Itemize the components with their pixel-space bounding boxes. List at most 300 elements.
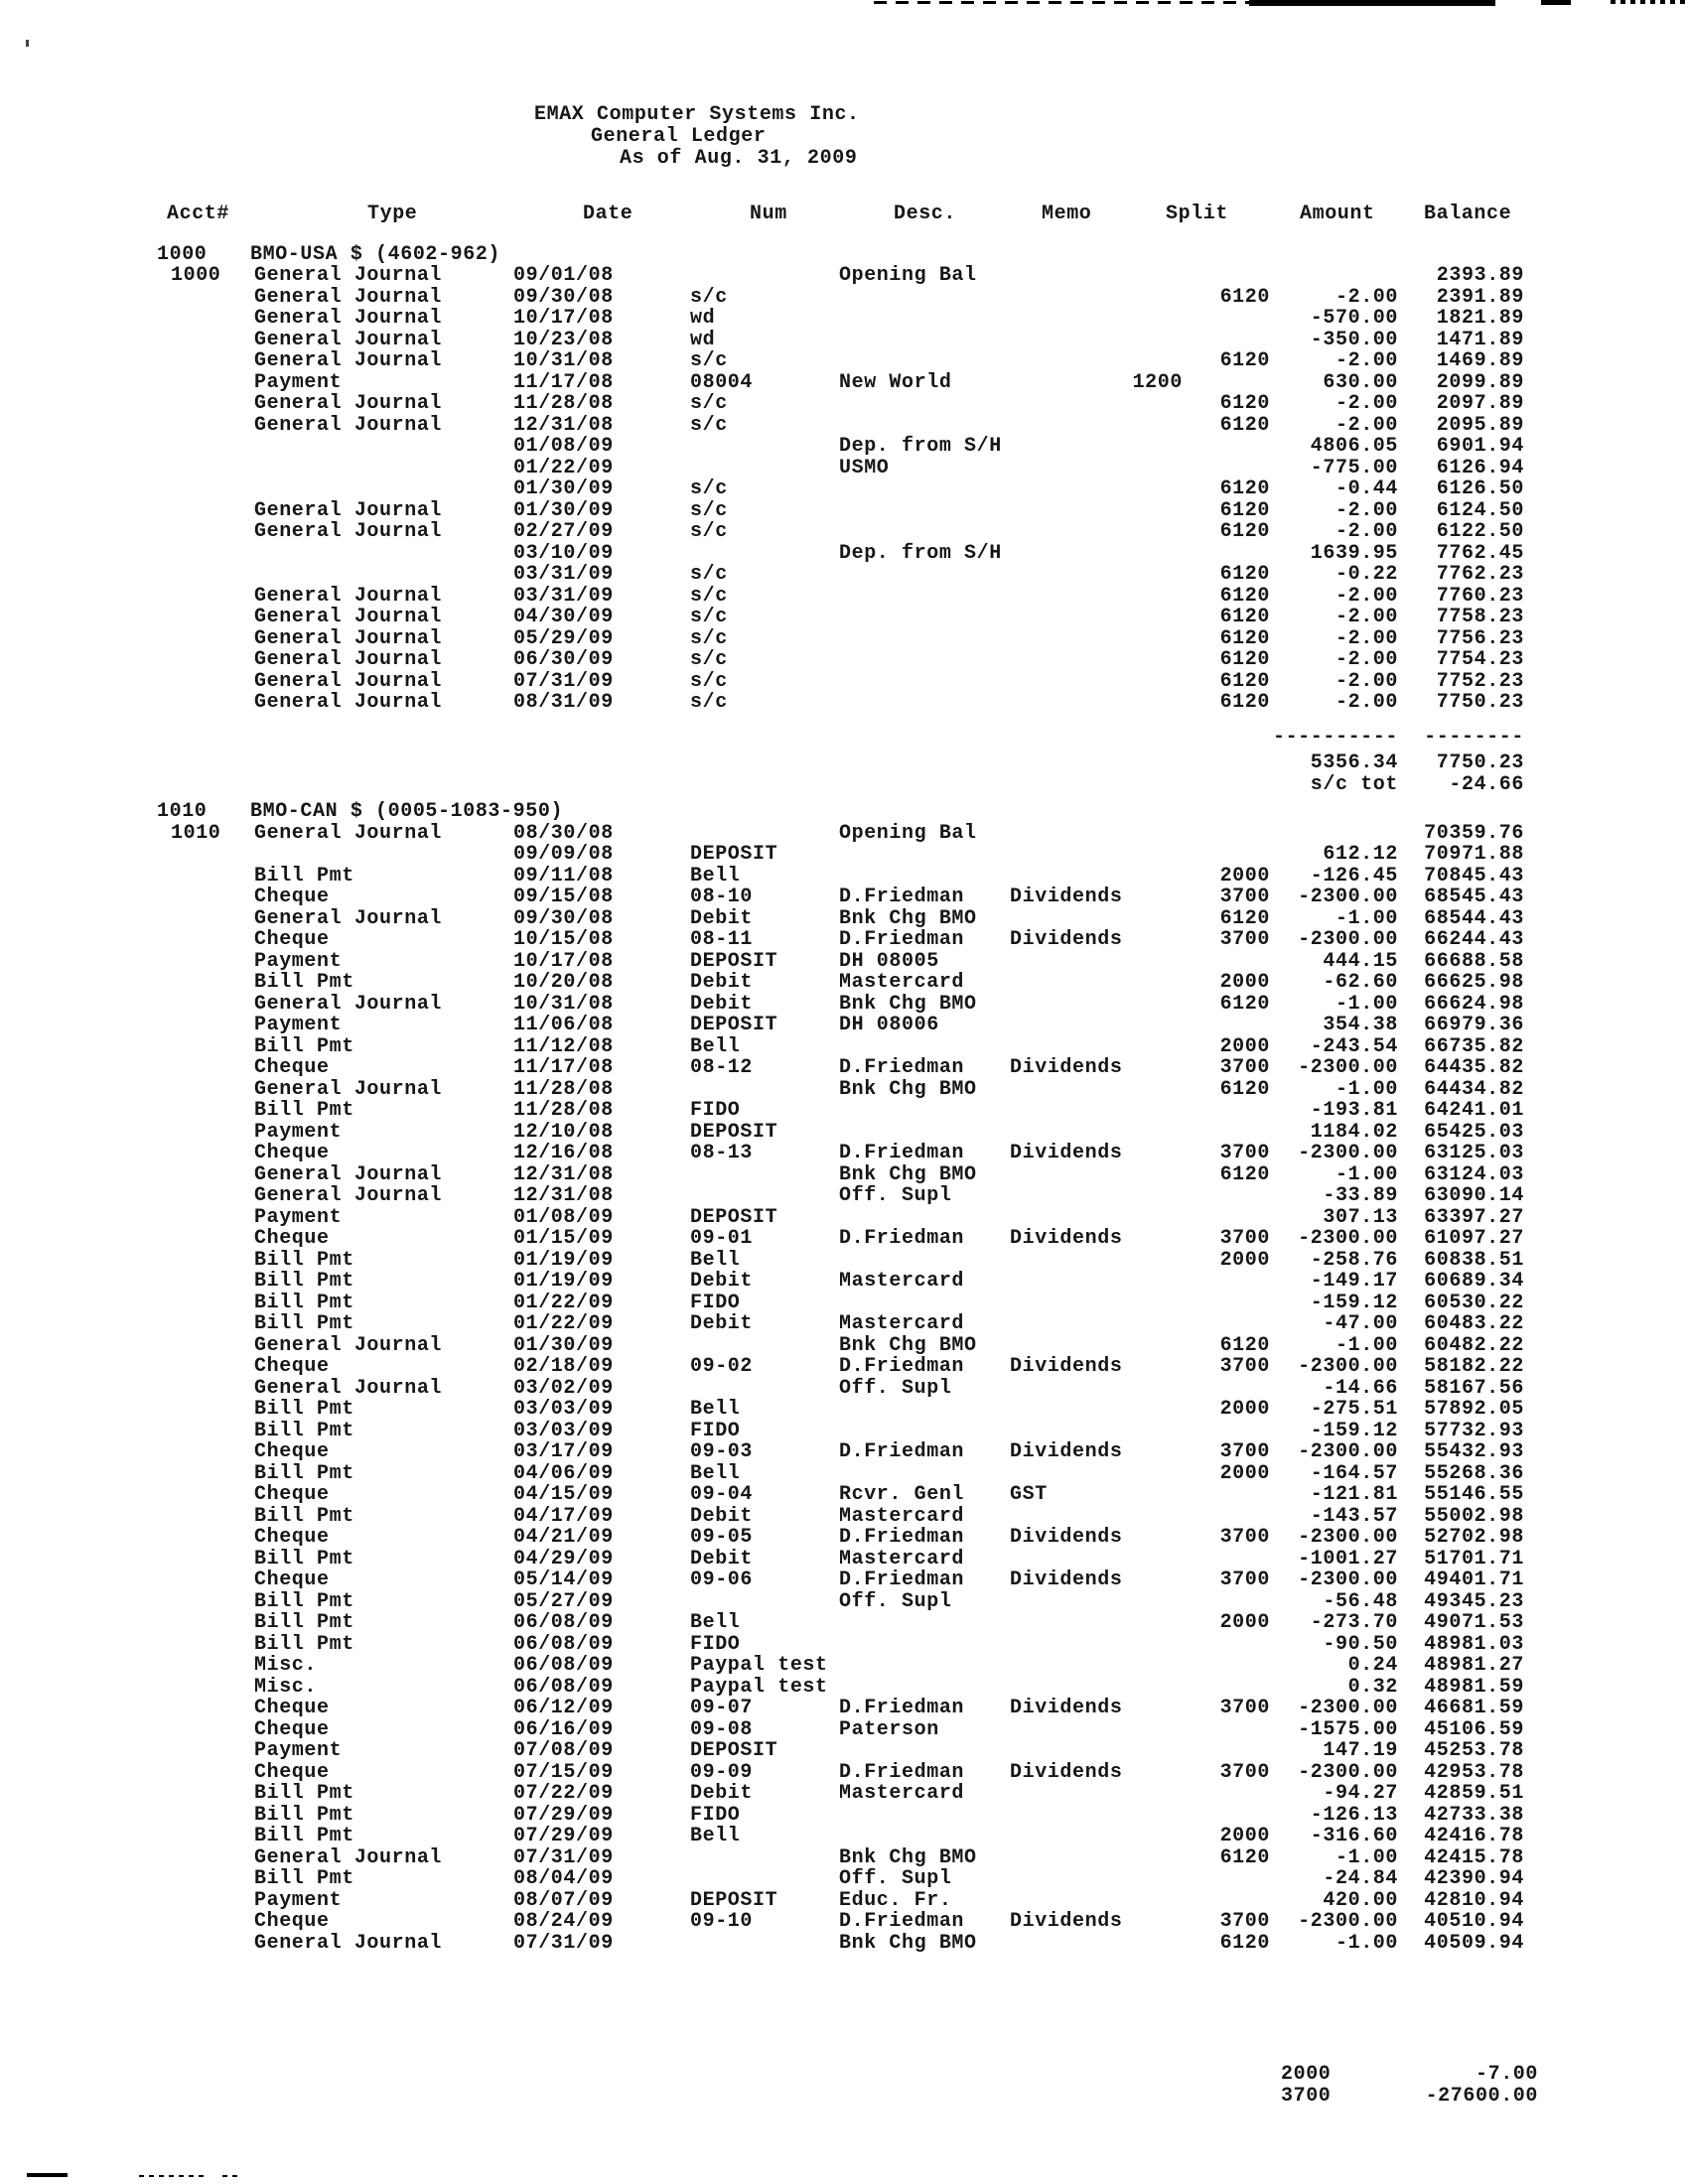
cell-split: 2000	[1219, 1248, 1270, 1272]
cell-type: Bill Pmt	[254, 1461, 354, 1485]
cell-type: Cheque	[254, 1056, 330, 1079]
cell-type: Payment	[254, 370, 343, 394]
cell-date: 10/15/08	[513, 928, 614, 951]
cell-memo: Dividends	[1010, 928, 1123, 951]
cell-balance: 49345.23	[1424, 1589, 1524, 1613]
cell-date: 08/31/09	[513, 691, 614, 714]
cell-balance: 66688.58	[1424, 949, 1524, 973]
cell-type: General Journal	[254, 906, 443, 930]
cell-desc: Mastercard	[839, 1504, 965, 1528]
cell-balance: 45106.59	[1424, 1717, 1524, 1741]
cell-amount: -2300.00	[1298, 1697, 1398, 1719]
cell-balance: 7756.23	[1436, 626, 1524, 650]
cell-desc: Bnk Chg BMO	[839, 1333, 977, 1357]
cell-date: 12/10/08	[513, 1120, 614, 1144]
cell-amount: 354.38	[1323, 1014, 1398, 1036]
cell-date: 01/30/09	[513, 478, 614, 500]
cell-num: 08-13	[690, 1142, 754, 1164]
cell-type: General Journal	[254, 285, 443, 309]
cell-split: 6120	[1219, 478, 1270, 500]
cell-num: Debit	[690, 906, 754, 930]
cell-balance: 55268.36	[1424, 1461, 1524, 1485]
column-header-amount: Amount	[1300, 203, 1375, 225]
cell-date: 04/29/09	[513, 1547, 614, 1570]
cell-amount: -275.51	[1310, 1398, 1398, 1421]
cell-amount: -2.00	[1335, 648, 1398, 671]
cell-balance: 1821.89	[1436, 307, 1524, 330]
cell-amount: -1.00	[1335, 1931, 1398, 1955]
cell-balance: 48981.59	[1424, 1675, 1524, 1699]
cell-desc: Dep. from S/H	[839, 435, 1002, 458]
cell-amount: -1575.00	[1298, 1717, 1398, 1741]
cell-balance: 61097.27	[1424, 1227, 1524, 1250]
cell-amount: -2.00	[1335, 349, 1398, 372]
section-total-amount: 5356.34	[1310, 751, 1398, 774]
cell-split: 2000	[1219, 1825, 1270, 1847]
cell-split: 3700	[1219, 1355, 1270, 1378]
cell-num: 09-04	[690, 1483, 754, 1506]
cell-balance: 66625.98	[1424, 971, 1524, 994]
cell-type: General Journal	[254, 1184, 443, 1207]
ledger-row	[0, 1312, 1688, 1334]
cell-amount: -1001.27	[1298, 1547, 1398, 1570]
cell-num: 09-06	[690, 1569, 754, 1591]
cell-balance: 7758.23	[1436, 606, 1524, 628]
cell-type: General Journal	[254, 1162, 443, 1186]
cell-amount: -2300.00	[1298, 1227, 1398, 1250]
cell-num: 09-07	[690, 1697, 754, 1719]
cell-split: 2000	[1219, 1398, 1270, 1421]
cell-desc: Bnk Chg BMO	[839, 906, 977, 930]
cell-amount: 444.15	[1323, 949, 1398, 973]
cell-date: 03/10/09	[513, 541, 614, 565]
cell-desc: D.Friedman	[839, 1569, 965, 1591]
cell-balance: 68544.43	[1424, 906, 1524, 930]
cell-desc: Mastercard	[839, 971, 965, 994]
cell-num: s/c	[690, 669, 728, 693]
cell-date: 04/06/09	[513, 1461, 614, 1485]
section-total-balance: 7750.23	[1436, 751, 1524, 774]
cell-num: s/c	[690, 285, 728, 309]
cell-num: FIDO	[690, 1099, 741, 1122]
cell-date: 07/31/09	[513, 1931, 614, 1955]
cell-balance: 6122.50	[1436, 520, 1524, 543]
ledger-row	[0, 499, 1688, 521]
cell-balance: 48981.27	[1424, 1654, 1524, 1677]
cell-amount: -1.00	[1335, 992, 1398, 1016]
cell-type: Bill Pmt	[254, 1291, 354, 1314]
cell-amount: -2.00	[1335, 584, 1398, 608]
cell-balance: 64241.01	[1424, 1099, 1524, 1122]
cell-balance: 2095.89	[1436, 413, 1524, 437]
service-charge-total-value: -24.66	[1449, 773, 1524, 796]
cell-balance: 70359.76	[1424, 821, 1524, 845]
cell-date: 11/17/08	[513, 370, 614, 394]
cell-date: 07/22/09	[513, 1782, 614, 1805]
cell-type: Cheque	[254, 1760, 330, 1784]
footer-account-total: -7.00	[1475, 2063, 1538, 2086]
cell-balance: 64435.82	[1424, 1056, 1524, 1079]
cell-date: 01/22/09	[513, 1291, 614, 1314]
cell-date: 10/23/08	[513, 328, 614, 351]
ledger-row	[0, 478, 1688, 499]
cell-desc: Bnk Chg BMO	[839, 1162, 977, 1186]
section-account-name: BMO-USA $ (4602-962)	[250, 243, 501, 266]
cell-type: Bill Pmt	[254, 1547, 354, 1570]
ledger-row	[0, 1099, 1688, 1121]
ledger-row	[0, 585, 1688, 607]
cell-type: General Journal	[254, 1376, 443, 1400]
cell-date: 08/24/09	[513, 1910, 614, 1933]
cell-type: General Journal	[254, 392, 443, 415]
cell-balance: 66735.82	[1424, 1034, 1524, 1058]
ledger-row	[0, 349, 1688, 371]
column-header-acct: Acct#	[167, 203, 230, 225]
cell-amount: -121.81	[1310, 1483, 1398, 1506]
cell-desc: Rcvr. Genl	[839, 1483, 965, 1506]
cell-date: 10/17/08	[513, 307, 614, 330]
cell-desc: USMO	[839, 456, 890, 479]
cell-num: FIDO	[690, 1291, 741, 1314]
cell-type: General Journal	[254, 691, 443, 714]
cell-split: 6120	[1219, 648, 1270, 671]
cell-balance: 66624.98	[1424, 992, 1524, 1016]
cell-balance: 63397.27	[1424, 1205, 1524, 1229]
cell-amount: -143.57	[1310, 1504, 1398, 1528]
cell-amount: -2300.00	[1298, 928, 1398, 951]
cell-split: 6120	[1219, 520, 1270, 543]
cell-type: Misc.	[254, 1654, 318, 1677]
cell-date: 11/12/08	[513, 1034, 614, 1058]
ledger-row	[0, 1548, 1688, 1570]
ledger-row	[0, 392, 1688, 414]
cell-date: 06/12/09	[513, 1697, 614, 1719]
cell-desc: Dep. from S/H	[839, 541, 1002, 565]
ledger-row	[0, 1697, 1688, 1718]
cell-amount: -1.00	[1335, 1845, 1398, 1869]
cell-date: 08/07/09	[513, 1888, 614, 1912]
cell-desc: Educ. Fr.	[839, 1888, 952, 1912]
cell-balance: 58167.56	[1424, 1376, 1524, 1400]
cell-amount: 1639.95	[1310, 541, 1398, 565]
cell-type: Bill Pmt	[254, 1248, 354, 1272]
cell-type: Bill Pmt	[254, 1803, 354, 1827]
cell-amount: -149.17	[1310, 1270, 1398, 1293]
cell-balance: 52702.98	[1424, 1526, 1524, 1549]
cell-balance: 42953.78	[1424, 1760, 1524, 1784]
cell-date: 03/31/09	[513, 584, 614, 608]
totals-rule-row	[0, 726, 1688, 748]
cell-split: 2000	[1219, 1034, 1270, 1058]
cell-date: 11/28/08	[513, 1099, 614, 1122]
cell-balance: 66979.36	[1424, 1014, 1524, 1036]
cell-memo: Dividends	[1010, 1760, 1123, 1784]
cell-date: 05/29/09	[513, 626, 614, 650]
cell-type: Cheque	[254, 1483, 330, 1506]
cell-date: 12/31/08	[513, 1162, 614, 1186]
ledger-row	[0, 520, 1688, 542]
totals-rule-balance: --------	[1424, 726, 1524, 749]
cell-desc: Off. Supl	[839, 1376, 952, 1400]
cell-type: Cheque	[254, 1526, 330, 1549]
ledger-row	[0, 286, 1688, 308]
cell-num: Debit	[690, 971, 754, 994]
cell-balance: 7754.23	[1436, 648, 1524, 671]
cell-amount: -193.81	[1310, 1099, 1398, 1122]
cell-num: s/c	[690, 563, 728, 586]
cell-date: 11/06/08	[513, 1014, 614, 1036]
cell-date: 05/27/09	[513, 1589, 614, 1613]
cell-balance: 42733.38	[1424, 1803, 1524, 1827]
cell-balance: 55002.98	[1424, 1504, 1524, 1528]
footer-account-number: 2000	[1281, 2063, 1332, 2086]
cell-date: 09/01/08	[513, 264, 614, 287]
cell-balance: 70971.88	[1424, 843, 1524, 866]
cell-desc: D.Friedman	[839, 928, 965, 951]
totals-rule-amount: ----------	[1272, 726, 1398, 749]
cell-balance: 2099.89	[1436, 370, 1524, 394]
cell-amount: -159.12	[1310, 1291, 1398, 1314]
ledger-row	[0, 1420, 1688, 1441]
cell-balance: 49401.71	[1424, 1569, 1524, 1591]
section-header	[0, 800, 1688, 822]
column-header-memo: Memo	[1042, 203, 1092, 225]
ledger-row	[0, 822, 1688, 844]
ledger-row	[0, 1056, 1688, 1078]
service-charge-total-label: s/c tot	[1310, 773, 1398, 796]
cell-amount: -164.57	[1310, 1461, 1398, 1485]
ledger-row	[0, 542, 1688, 564]
cell-amount: -2.00	[1335, 606, 1398, 628]
cell-amount: -24.84	[1323, 1867, 1398, 1890]
cell-balance: 6124.50	[1436, 498, 1524, 522]
cell-balance: 40509.94	[1424, 1931, 1524, 1955]
cell-num: 08-10	[690, 886, 754, 908]
cell-balance: 42859.51	[1424, 1782, 1524, 1805]
ledger-row	[0, 1867, 1688, 1889]
ledger-row	[0, 606, 1688, 627]
cell-type: Cheque	[254, 1142, 330, 1164]
cell-balance: 58182.22	[1424, 1355, 1524, 1378]
cell-num: 08004	[690, 370, 754, 394]
ledger-row	[0, 1654, 1688, 1676]
cell-balance: 45253.78	[1424, 1739, 1524, 1762]
cell-split: 3700	[1219, 1760, 1270, 1784]
ledger-row	[0, 993, 1688, 1015]
cell-amount: -2.00	[1335, 520, 1398, 543]
ledger-row	[0, 435, 1688, 457]
cell-num: Bell	[690, 1248, 741, 1272]
cell-amount: 1184.02	[1310, 1120, 1398, 1144]
ledger-row	[0, 1227, 1688, 1249]
cell-amount: -2300.00	[1298, 1056, 1398, 1079]
cell-type: Cheque	[254, 886, 330, 908]
cell-amount: -47.00	[1323, 1312, 1398, 1335]
cell-balance: 60530.22	[1424, 1291, 1524, 1314]
cell-split: 6120	[1219, 1845, 1270, 1869]
cell-num: Paypal test	[690, 1675, 828, 1699]
cell-amount: -2300.00	[1298, 1569, 1398, 1591]
cell-memo: Dividends	[1010, 1697, 1123, 1719]
cell-date: 04/15/09	[513, 1483, 614, 1506]
ledger-row	[0, 1078, 1688, 1100]
cell-num: s/c	[690, 392, 728, 415]
cell-split: 3700	[1219, 928, 1270, 951]
cell-memo: Dividends	[1010, 1142, 1123, 1164]
cell-memo: Dividends	[1010, 1227, 1123, 1250]
cell-date: 06/08/09	[513, 1611, 614, 1634]
cell-date: 07/29/09	[513, 1803, 614, 1827]
cell-split: 6120	[1219, 606, 1270, 628]
cell-date: 04/30/09	[513, 606, 614, 628]
column-header-num: Num	[750, 203, 787, 225]
cell-amount: -126.45	[1310, 864, 1398, 887]
cell-split: 6120	[1219, 1931, 1270, 1955]
cell-type: Bill Pmt	[254, 864, 354, 887]
cell-num: s/c	[690, 584, 728, 608]
cell-split: 3700	[1219, 1142, 1270, 1164]
footer-total-row	[0, 2085, 1688, 2107]
cell-num: Debit	[690, 1782, 754, 1805]
cell-split: 6120	[1219, 669, 1270, 693]
cell-split: 6120	[1219, 285, 1270, 309]
cell-split: 6120	[1219, 498, 1270, 522]
cell-amount: -90.50	[1323, 1632, 1398, 1656]
cell-date: 11/17/08	[513, 1056, 614, 1079]
cell-balance: 49071.53	[1424, 1611, 1524, 1634]
cell-desc: D.Friedman	[839, 1227, 965, 1250]
cell-date: 01/30/09	[513, 498, 614, 522]
cell-type: Cheque	[254, 1697, 330, 1719]
cell-amount: 630.00	[1323, 370, 1398, 394]
cell-num: Bell	[690, 1611, 741, 1634]
cell-date: 03/02/09	[513, 1376, 614, 1400]
cell-balance: 46681.59	[1424, 1697, 1524, 1719]
cell-split: 6120	[1219, 691, 1270, 714]
cell-split: 2000	[1219, 1461, 1270, 1485]
cell-num: 08-12	[690, 1056, 754, 1079]
cell-amount: -2.00	[1335, 626, 1398, 650]
cell-type: Bill Pmt	[254, 1270, 354, 1293]
cell-num: 09-05	[690, 1526, 754, 1549]
cell-type: General Journal	[254, 584, 443, 608]
cell-amount: -2.00	[1335, 498, 1398, 522]
cell-balance: 55432.93	[1424, 1440, 1524, 1463]
cell-split: 6120	[1219, 563, 1270, 586]
cell-date: 01/22/09	[513, 1312, 614, 1335]
cell-num: DEPOSIT	[690, 843, 778, 866]
cell-type: General Journal	[254, 264, 443, 287]
cell-balance: 63125.03	[1424, 1142, 1524, 1164]
cell-split: 3700	[1219, 1526, 1270, 1549]
cell-desc: D.Friedman	[839, 1760, 965, 1784]
cell-balance: 68545.43	[1424, 886, 1524, 908]
cell-balance: 65425.03	[1424, 1120, 1524, 1144]
cell-balance: 6901.94	[1436, 435, 1524, 458]
ledger-row	[0, 950, 1688, 972]
cell-memo: Dividends	[1010, 1910, 1123, 1933]
ledger-row	[0, 1014, 1688, 1035]
cell-desc: D.Friedman	[839, 1142, 965, 1164]
cell-amount: -1.00	[1335, 906, 1398, 930]
cell-type: Bill Pmt	[254, 1825, 354, 1847]
cell-desc: Off. Supl	[839, 1184, 952, 1207]
cell-type: Bill Pmt	[254, 1504, 354, 1528]
ledger-row	[0, 1398, 1688, 1420]
cell-balance: 57892.05	[1424, 1398, 1524, 1421]
ledger-row	[0, 1932, 1688, 1954]
ledger-row	[0, 1440, 1688, 1462]
cell-amount: -0.22	[1335, 563, 1398, 586]
section-header	[0, 243, 1688, 265]
cell-num: Bell	[690, 1461, 741, 1485]
cell-type: Bill Pmt	[254, 1782, 354, 1805]
cell-split: 2000	[1219, 971, 1270, 994]
cell-split: 6120	[1219, 1162, 1270, 1186]
cell-acct: 1010	[171, 821, 221, 845]
cell-num: s/c	[690, 498, 728, 522]
ledger-row	[0, 264, 1688, 286]
cell-date: 12/16/08	[513, 1142, 614, 1164]
cell-amount: -2.00	[1335, 669, 1398, 693]
cell-date: 02/27/09	[513, 520, 614, 543]
cell-balance: 55146.55	[1424, 1483, 1524, 1506]
ledger-row	[0, 1035, 1688, 1057]
cell-split: 6120	[1219, 626, 1270, 650]
cell-type: Cheque	[254, 1717, 330, 1741]
cell-num: s/c	[690, 413, 728, 437]
cell-desc: D.Friedman	[839, 1355, 965, 1378]
cell-num: Paypal test	[690, 1654, 828, 1677]
cell-num: 09-10	[690, 1910, 754, 1933]
cell-amount: 0.32	[1347, 1675, 1398, 1699]
cell-desc: DH 08006	[839, 1014, 939, 1036]
cell-split: 2000	[1219, 864, 1270, 887]
ledger-row	[0, 1590, 1688, 1612]
ledger-row	[0, 1676, 1688, 1698]
cell-date: 03/31/09	[513, 563, 614, 586]
cell-type: Bill Pmt	[254, 1099, 354, 1122]
cell-num: 09-02	[690, 1355, 754, 1378]
cell-amount: -2300.00	[1298, 1526, 1398, 1549]
cell-split: 2000	[1219, 1611, 1270, 1634]
cell-num: DEPOSIT	[690, 949, 778, 973]
cell-balance: 7760.23	[1436, 584, 1524, 608]
cell-date: 09/30/08	[513, 285, 614, 309]
company-name: EMAX Computer Systems Inc.	[534, 103, 860, 126]
cell-type: General Journal	[254, 520, 443, 543]
cell-acct: 1000	[171, 264, 221, 287]
cell-balance: 57732.93	[1424, 1419, 1524, 1442]
cell-date: 12/31/08	[513, 1184, 614, 1207]
ledger-row	[0, 1334, 1688, 1356]
cell-split: 6120	[1219, 906, 1270, 930]
cell-desc: Off. Supl	[839, 1867, 952, 1890]
ledger-row	[0, 1206, 1688, 1228]
cell-type: Cheque	[254, 928, 330, 951]
service-charge-total-row	[0, 773, 1688, 795]
cell-date: 07/31/09	[513, 669, 614, 693]
cell-type: Payment	[254, 1888, 343, 1912]
cell-date: 07/08/09	[513, 1739, 614, 1762]
cell-desc: Bnk Chg BMO	[839, 1845, 977, 1869]
ledger-row	[0, 971, 1688, 993]
cell-memo: Dividends	[1010, 1355, 1123, 1378]
cell-type: Bill Pmt	[254, 1632, 354, 1656]
cell-date: 01/30/09	[513, 1333, 614, 1357]
cell-balance: 60483.22	[1424, 1312, 1524, 1335]
cell-memo: Dividends	[1010, 1569, 1123, 1591]
